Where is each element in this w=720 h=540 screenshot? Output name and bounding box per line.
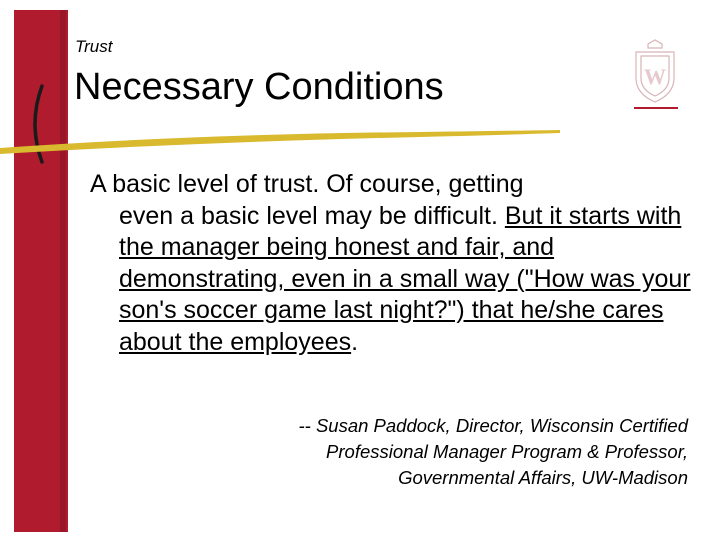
quote-line-2: Professional Manager Program & Professor, xyxy=(326,441,688,462)
quote-line-3: Governmental Affairs, UW-Madison xyxy=(398,467,688,488)
body-continuation xyxy=(90,201,695,359)
body-paragraph xyxy=(90,169,695,358)
uw-crest-icon xyxy=(630,38,680,112)
body-line-1: A basic level of trust. Of course, getting xyxy=(90,170,524,198)
quote-attribution xyxy=(168,413,688,491)
body-plain-text: even a basic level may be difficult. xyxy=(119,201,505,230)
slide-title: Necessary Conditions xyxy=(74,66,444,108)
body-underlined-text: But it starts with the manager being honest and fair, and demonstrating, even in a small way ("How was your son's soccer game last night?") that he/she cares about the employees xyxy=(119,201,691,356)
slide-subtitle: Trust xyxy=(75,37,113,56)
svg-text:W: W xyxy=(644,64,666,89)
left-accent-bar-shade xyxy=(60,10,66,532)
body-end-punctuation: . xyxy=(351,327,359,356)
quote-line-1: -- Susan Paddock, Director, Wisconsin Certified xyxy=(298,415,688,436)
gold-swoosh xyxy=(0,118,560,158)
